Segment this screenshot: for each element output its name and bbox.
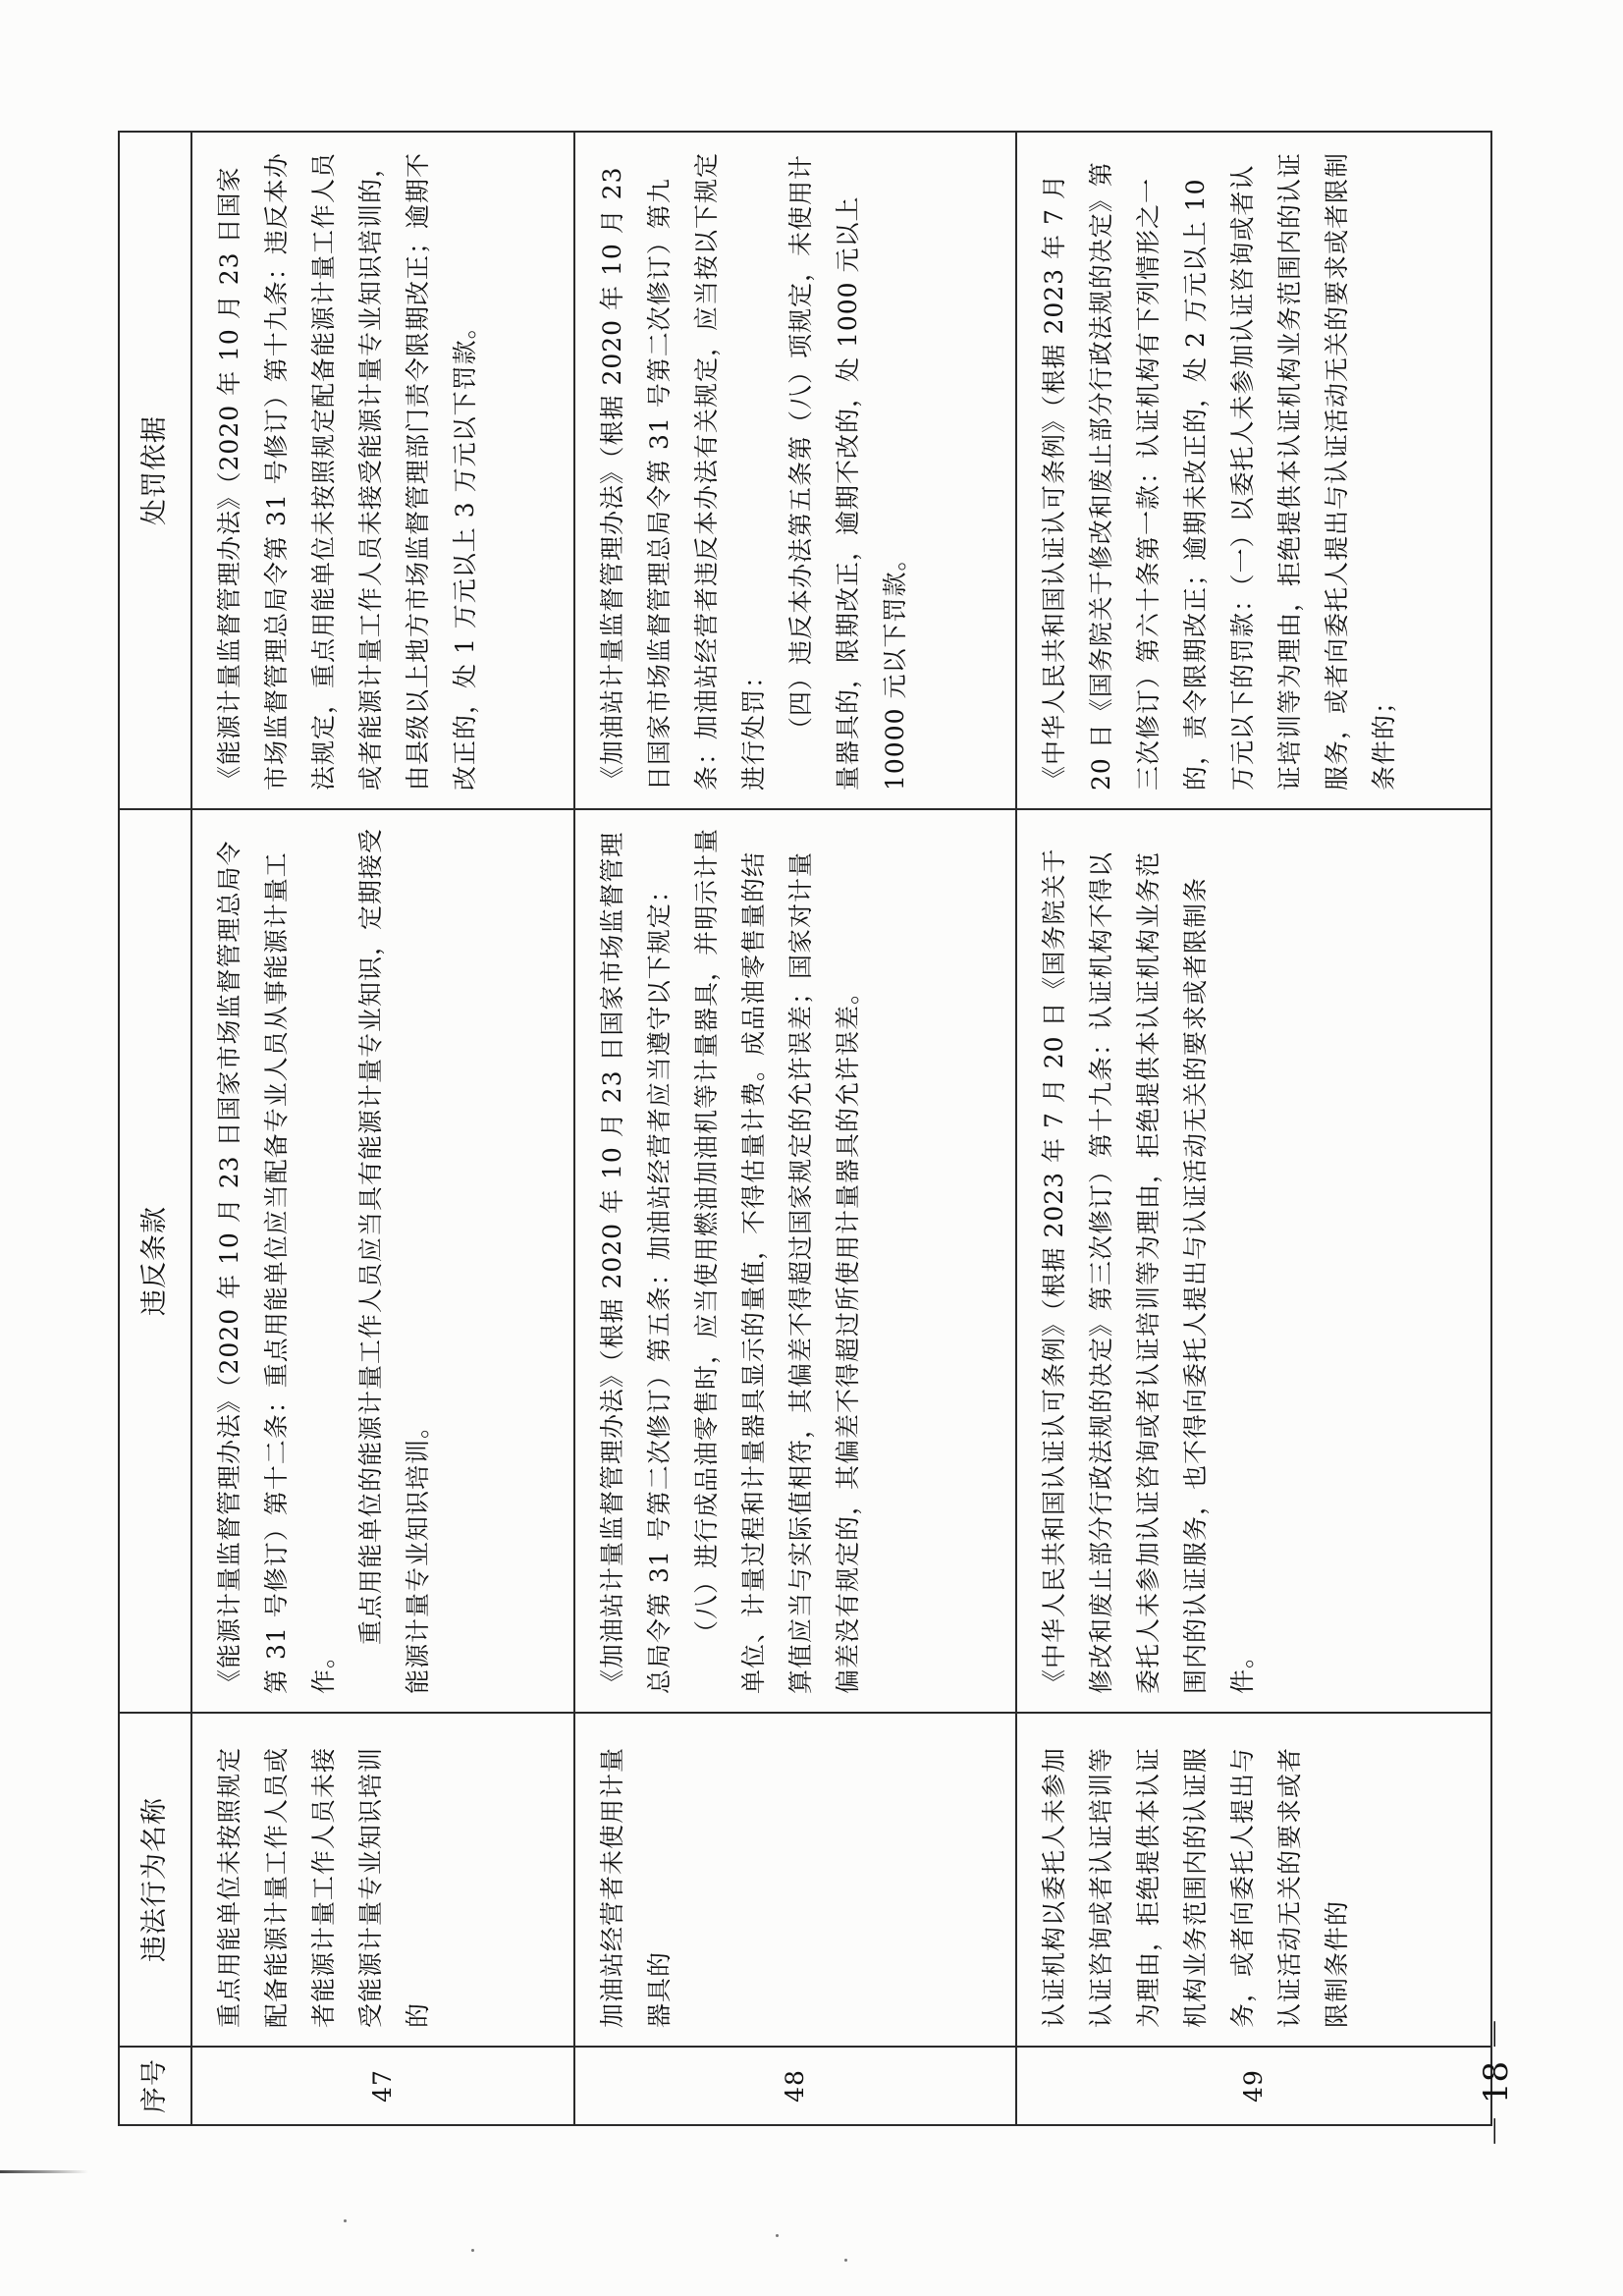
- header-violated-clause: 违反条款: [119, 809, 191, 1713]
- penalty-basis: [191, 132, 574, 809]
- row-number: 49: [1016, 2047, 1491, 2125]
- scan-speck: [844, 2259, 847, 2262]
- violation-name: 重点用能单位未按照规定配备能源计量工作人员或者能源计量工作人员未接受能源计量专业知识培训的: [191, 1713, 574, 2047]
- scan-speck: [776, 2234, 779, 2237]
- violated-clause: [191, 809, 574, 1713]
- clause-paragraph: 重点用能单位的能源计量工作人员应当具有能源计量专业知识，定期接受能源计量专业知识培训。: [356, 827, 432, 1694]
- table-row: [574, 132, 1016, 2125]
- table-header-row: [119, 132, 191, 2125]
- basis-paragraph: 《中华人民共和国认证认可条例》（根据 2023 年 7 月 20 日《国务院关于修改和废止部分行政法规的决定》第三次修订）第六十条第一款：认证机构有下列情形之一的，责令限期改正；逾期未改正的，处 2 万元以上 10 万元以下的罚款：（一）以委托人未参加认证咨询或者认证培训等为理由，拒绝提供本认证机构业务范围内的认证服务，或者向委托人提出与认证活动无关的要求或者限制条件的；: [1040, 151, 1398, 791]
- header-penalty-basis: 处罚依据: [119, 132, 191, 809]
- violated-clause: [1016, 809, 1491, 1713]
- violation-name: 认证机构以委托人未参加认证咨询或者认证培训等为理由，拒绝提供本认证机构业务范围内的认证服务，或者向委托人提出与认证活动无关的要求或者限制条件的: [1016, 1713, 1491, 2047]
- scan-speck: [344, 2219, 347, 2222]
- basis-paragraph: 《能源计量监督管理办法》（2020 年 10 月 23 日国家市场监督管理总局令第 31 号修订）第十九条：违反本办法规定，重点用能单位未按照规定配备能源计量工作人员或者能源计量工作人员未接受能源计量专业知识培训的，由县级以上地方市场监督管理部门责令限期改正；逾期不改正的，处 1 万元以上 3 万元以下罚款。: [215, 151, 479, 791]
- clause-paragraph: 《能源计量监督管理办法》（2020 年 10 月 23 日国家市场监督管理总局令第 31 号修订）第十二条：重点用能单位应当配备专业人员从事能源计量工作。: [215, 840, 338, 1694]
- basis-paragraph: （四）违反本办法第五条第（八）项规定，未使用计量器具的，限期改正，逾期不改的，处 1000 元以上 10000 元以下罚款。: [786, 153, 909, 791]
- violation-name: 加油站经营者未使用计量器具的: [574, 1713, 1016, 2047]
- page-number-text: － 18 －: [1476, 2016, 1516, 2148]
- basis-paragraph: 《加油站计量监督管理办法》（根据 2020 年 10 月 23 日国家市场监督管理总局令第 31 号第二次修订）第九条：加油站经营者违反本办法有关规定，应当按以下规定进行处罚：: [598, 151, 768, 791]
- table-row: [191, 132, 574, 2125]
- penalty-basis: [574, 132, 1016, 809]
- clause-paragraph: 《中华人民共和国认证认可条例》（根据 2023 年 7 月 20 日《国务院关于修改和废止部分行政法规的决定》第三次修订）第十九条：认证机构不得以委托人未参加认证咨询或者认证培训等为理由，拒绝提供本认证机构业务范围内的认证服务，也不得向委托人提出与认证活动无关的要求或者限制条件。: [1040, 847, 1257, 1694]
- page-number: [1463, 2003, 1522, 2160]
- clause-paragraph: 《加油站计量监督管理办法》（根据 2020 年 10 月 23 日国家市场监督管理总局令第 31 号第二次修订）第五条：加油站经营者应当遵守以下规定：: [598, 831, 674, 1694]
- row-number: 48: [574, 2047, 1016, 2125]
- penalty-table-rotated: [118, 133, 1492, 2126]
- scan-speck: [471, 2249, 474, 2252]
- header-violation-name: 违法行为名称: [119, 1713, 191, 2047]
- penalty-table: [118, 131, 1492, 2126]
- header-no: 序号: [119, 2047, 191, 2125]
- clause-paragraph: （八）进行成品油零售时，应当使用燃油加油机等计量器具，并明示计量单位、计量过程和计量器具显示的量值，不得估量计费。成品油零售量的结算值应当与实际值相符，其偏差不得超过国家规定的允许误差；国家对计量偏差没有规定的，其偏差不得超过所使用计量器具的允许误差。: [692, 827, 862, 1694]
- row-number: 47: [191, 2047, 574, 2125]
- violated-clause: [574, 809, 1016, 1713]
- penalty-basis: [1016, 132, 1491, 809]
- table-row: [1016, 132, 1491, 2125]
- scan-artifact: [0, 2170, 88, 2173]
